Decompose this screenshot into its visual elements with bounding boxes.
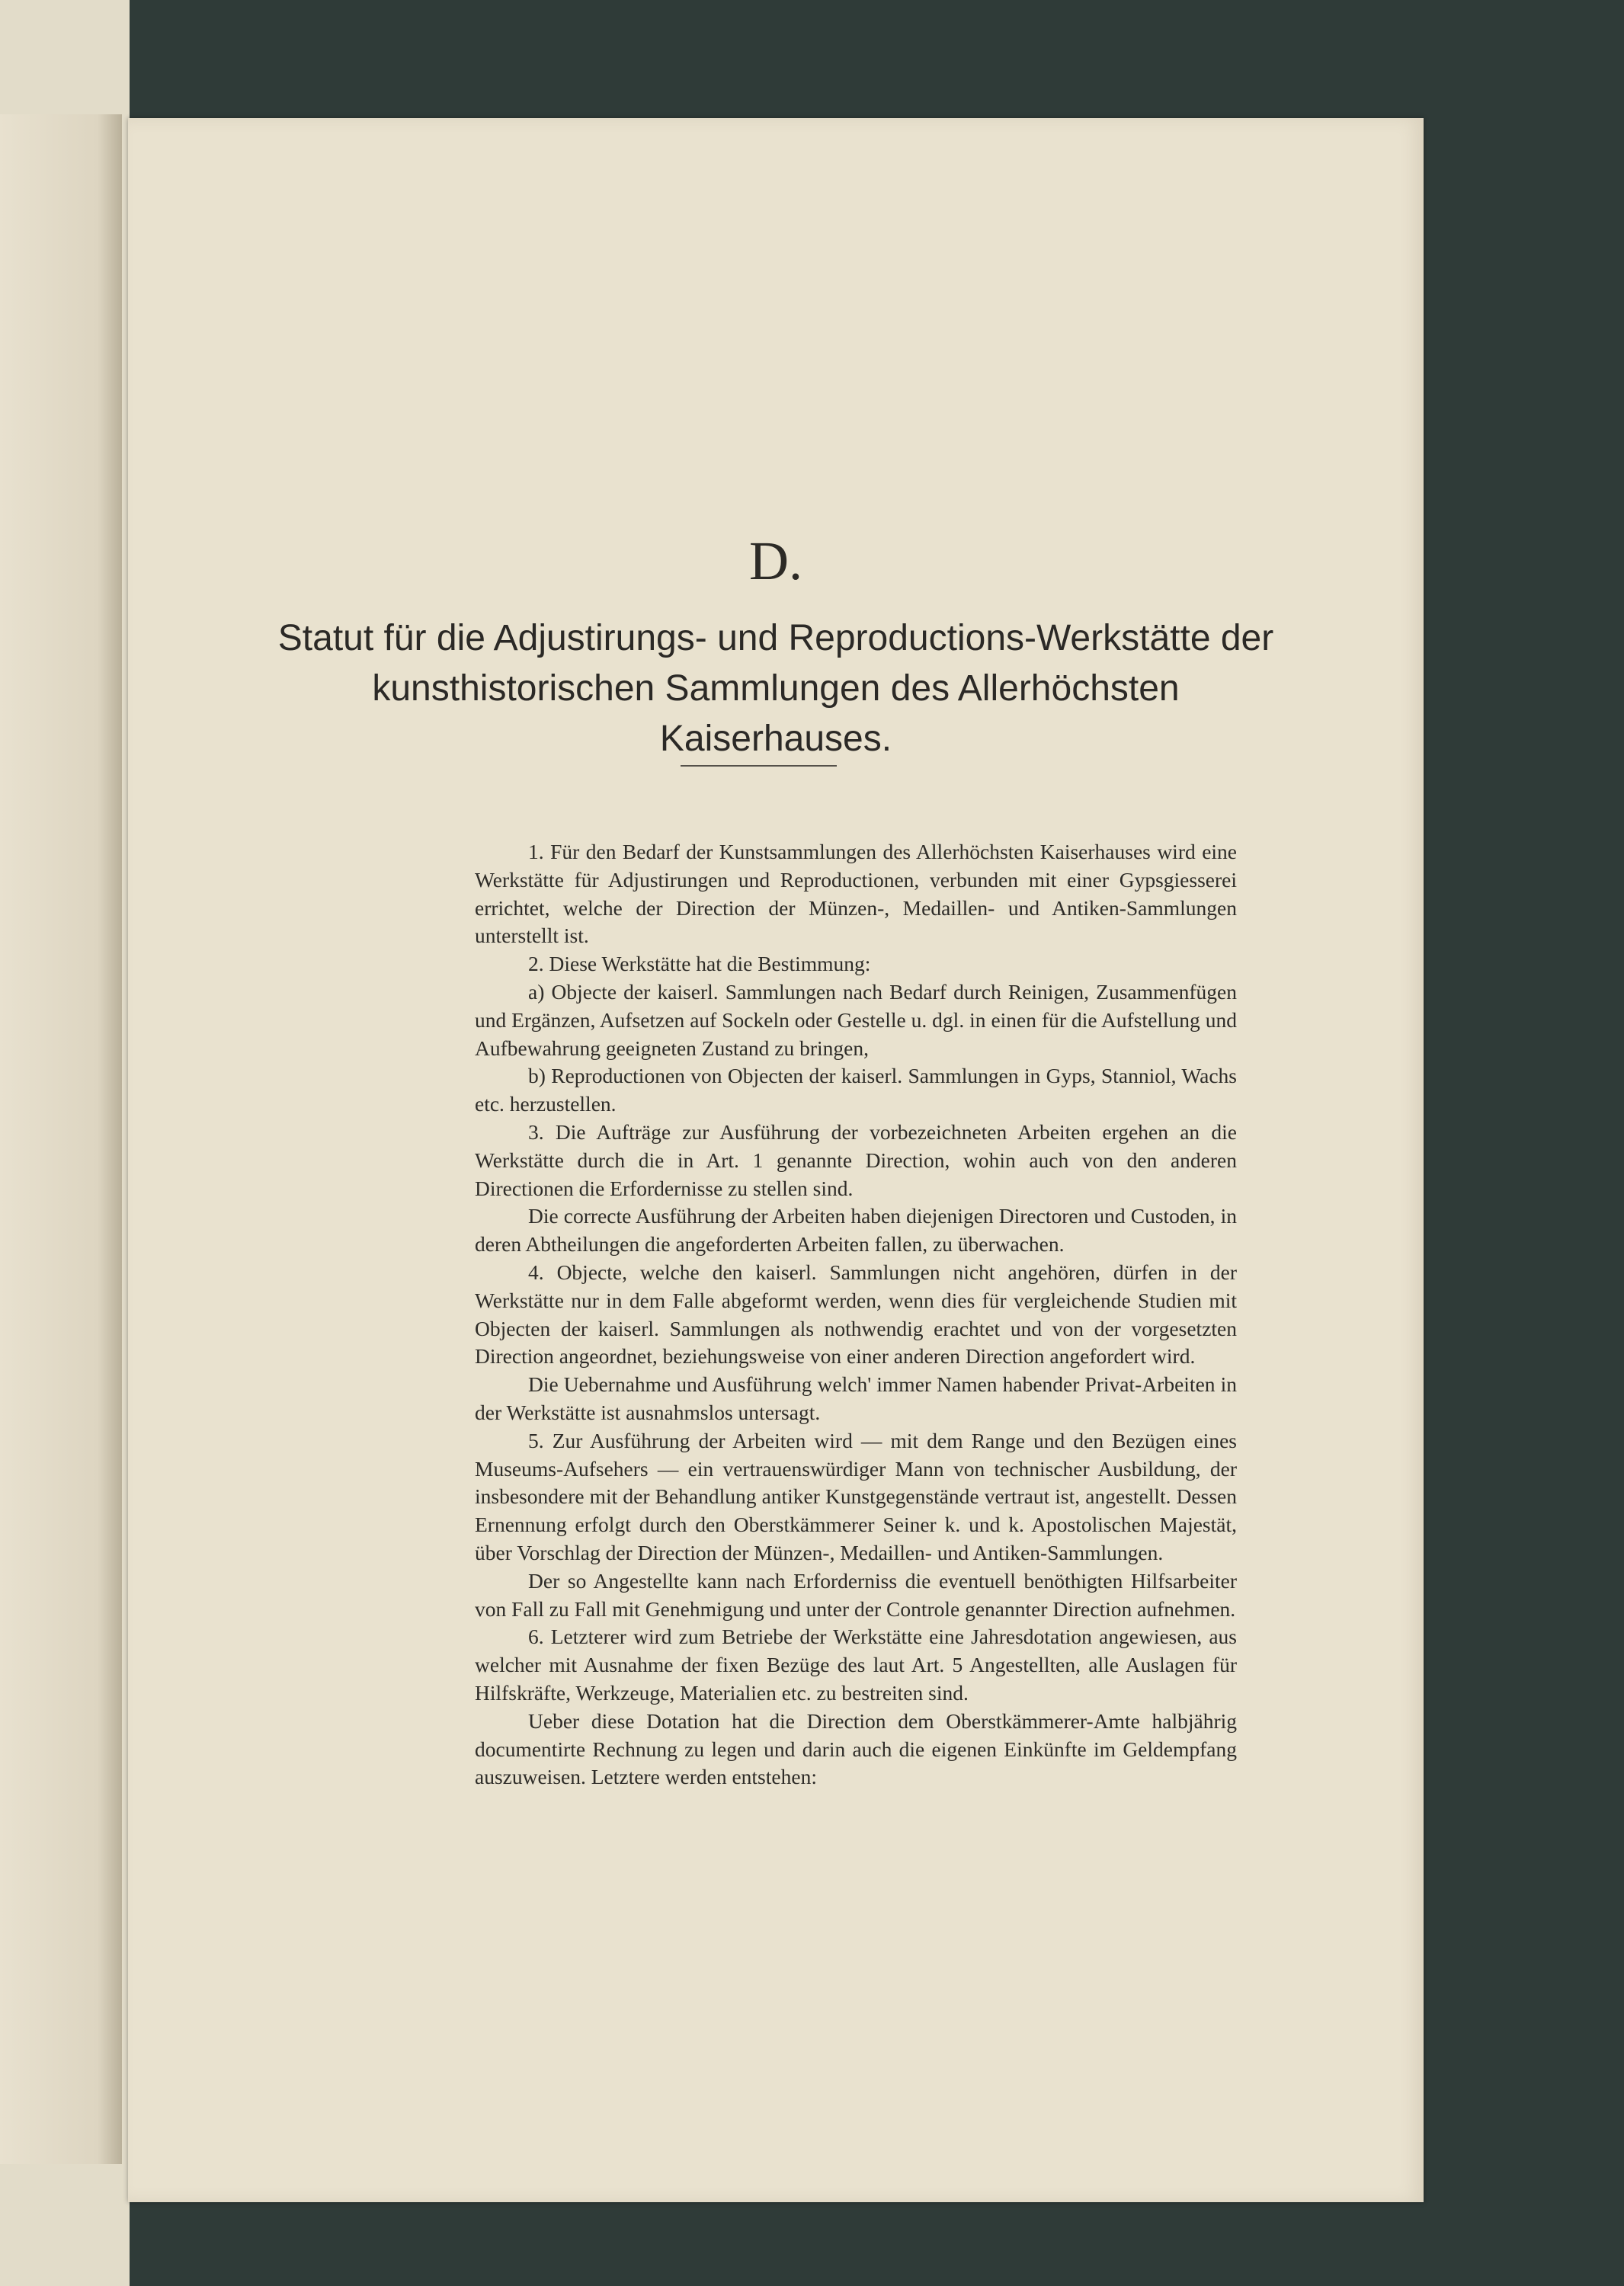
paragraph-art-3: 3. Die Aufträge zur Ausführung der vorbezeichneten Arbeiten ergehen an die Werkstätte durch die in Art. 1 genannte Direction, wohin auch von den anderen Directionen die Erfordernisse zu stellen sind. — [475, 1119, 1237, 1200]
left-facing-page — [0, 114, 122, 2164]
paragraph-art-6-cont: Ueber diese Dotation hat die Direction dem Oberstkämmerer-Amte halbjährig documentirte Rechnung zu legen und darin auch die eigenen Einkünfte im Geldempfang auszuweisen. Letztere werden entstehen: — [475, 1708, 1237, 1789]
title-line-1: Statut für die Adjustirungs- und Reproductions-Werkstätte der — [277, 618, 1274, 658]
document-page — [128, 118, 1424, 2202]
title-line-2: kunsthistorischen Sammlungen des Allerhöchsten Kaiserhauses. — [372, 668, 1180, 759]
paragraph-art-5-cont: Der so Angestellte kann nach Erforderniss die eventuell benöthigten Hilfsarbeiter von Fall zu Fall mit Genehmigung und unter der Controle genannter Direction aufnehmen. — [475, 1568, 1237, 1621]
section-letter: D. — [749, 530, 802, 591]
paragraph-art-4-cont: Die Uebernahme und Ausführung welch' immer Namen habender Privat-Arbeiten in der Werkstätte ist ausnahmslos untersagt. — [475, 1372, 1237, 1424]
paragraph-art-4: 4. Objecte, welche den kaiserl. Sammlungen nicht angehören, dürfen in der Werkstätte nur in dem Falle abgeformt werden, wenn dies für vergleichende Studien mit Objecten der kaiserl. Sammlungen als nothwendig erachtet und von der vorgesetzten Direction angeordnet, beziehungsweise von einer anderen Direction angefordert wird. — [475, 1260, 1237, 1369]
paragraph-art-2b: b) Reproductionen von Objecten der kaiserl. Sammlungen in Gyps, Stanniol, Wachs etc. herzustellen. — [475, 1064, 1237, 1116]
title-divider — [681, 765, 837, 767]
paragraph-art-3-cont: Die correcte Ausführung der Arbeiten haben diejenigen Directoren und Custoden, in deren Abtheilungen die angeforderten Arbeiten fallen, zu überwachen. — [475, 1204, 1237, 1257]
statute-body — [475, 838, 1237, 1791]
paragraph-art-2a: a) Objecte der kaiserl. Sammlungen nach Bedarf durch Reinigen, Zusammenfügen und Ergänzen, Aufsetzen auf Sockeln oder Gestelle u. dgl. in einen für die Aufstellung und Aufbewahrung geeigneten Zustand zu bringen, — [475, 979, 1237, 1060]
document-title — [258, 613, 1294, 764]
paragraph-art-6: 6. Letzterer wird zum Betriebe der Werkstätte eine Jahresdotation angewiesen, aus welcher mit Ausnahme der fixen Bezüge des laut Art. 5 Angestellten, alle Auslagen für Hilfskräfte, Werkzeuge, Materialien etc. zu bestreiten sind. — [475, 1625, 1237, 1705]
paragraph-art-5: 5. Zur Ausführung der Arbeiten wird — mit dem Range und den Bezügen eines Museums-Aufsehers — ein vertrauenswürdiger Mann von technischer Ausbildung, der insbesondere mit der Behandlung antiker Kunstgegenstände vertraut ist, angestellt. Dessen Ernennung erfolgt durch den Oberstkämmerer Seiner k. und k. Apostolischen Majestät, über Vorschlag der Direction der Münzen-, Medaillen- und Antiken-Sammlungen. — [475, 1428, 1237, 1564]
paragraph-art-1: 1. Für den Bedarf der Kunstsammlungen des Allerhöchsten Kaiserhauses wird eine Werkstätte für Adjustirungen und Reproductionen, verbunden mit einer Gypsgiesserei errichtet, welche der Direction der Münzen-, Medaillen- und Antiken-Sammlungen unterstellt ist. — [475, 840, 1237, 948]
paragraph-art-2: 2. Diese Werkstätte hat die Bestimmung: — [528, 952, 871, 976]
